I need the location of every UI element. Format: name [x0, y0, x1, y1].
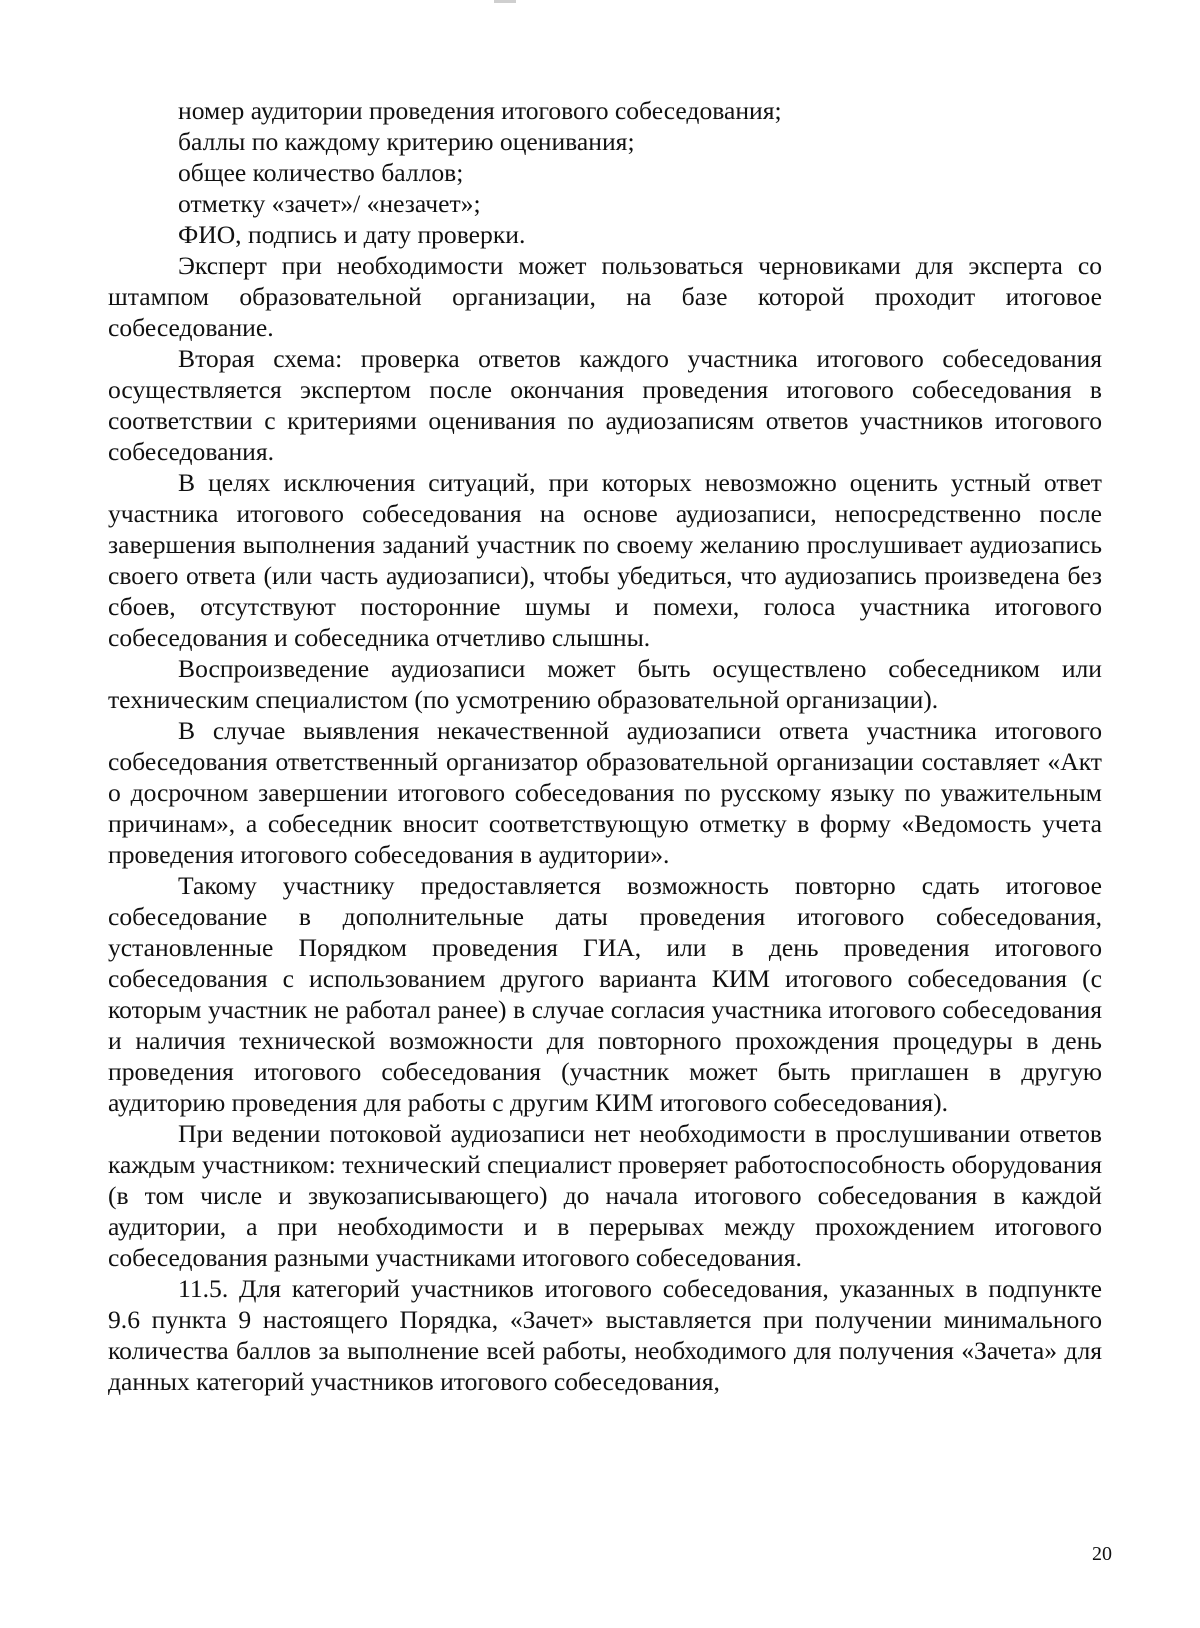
list-item: отметку «зачет»/ «незачет»; — [178, 189, 481, 218]
paragraph-audio-check: В целях исключения ситуаций, при которых невозможно оценить устный ответ участника итогового собеседования на основе аудиозаписи, непосредственно после завершения выполнения заданий участник по своему желанию прослушивает аудиозапись своего ответа (или часть аудиозаписи), чтобы убедиться, что аудиозапись произведена без сбоев, отсутствуют посторонние шумы и помехи, голоса участника итогового собеседования и собеседника отчетливо слышны. — [108, 468, 1102, 652]
scan-mark — [494, 0, 516, 3]
list-item: ФИО, подпись и дату проверки. — [178, 220, 526, 249]
paragraph-section-11-5: 11.5. Для категорий участников итогового собеседования, указанных в подпункте 9.6 пункта 9 настоящего Порядка, «Зачет» выставляется при получении минимального количества баллов за выполнение всей работы, необходимого для получения «Зачета» для данных категорий участников итогового собеседования, — [108, 1274, 1102, 1396]
list-item: общее количество баллов; — [178, 158, 464, 187]
list-item: номер аудитории проведения итогового собеседования; — [178, 96, 782, 125]
paragraph-expert-drafts: Эксперт при необходимости может пользоваться черновиками для эксперта со штампом образовательной организации, на базе которой проходит итоговое собеседование. — [108, 251, 1102, 342]
paragraph-playback: Воспроизведение аудиозаписи может быть осуществлено собеседником или техническим специалистом (по усмотрению образовательной организации). — [108, 654, 1102, 714]
checklist — [108, 95, 1102, 250]
paragraph-retake: Такому участнику предоставляется возможность повторно сдать итоговое собеседование в дополнительные даты проведения итогового собеседования, установленные Порядком проведения ГИА, или в день проведения итогового собеседования с использованием другого варианта КИМ итогового собеседования (с которым участник не работал ранее) в случае согласия участника итогового собеседования и наличия технической возможности для повторного прохождения процедуры в день проведения итогового собеседования (участник может быть приглашен в другую аудиторию проведения для работы с другим КИМ итогового собеседования). — [108, 871, 1102, 1117]
list-item: баллы по каждому критерию оценивания; — [178, 127, 635, 156]
paragraph-streaming: При ведении потоковой аудиозаписи нет необходимости в прослушивании ответов каждым участником: технический специалист проверяет работоспособность оборудования (в том числе и звукозаписывающего) до начала итогового собеседования в каждой аудитории, а при необходимости и в перерывах между прохождением итогового собеседования разными участниками итогового собеседования. — [108, 1119, 1102, 1272]
page-number: 20 — [1092, 1543, 1112, 1565]
paragraph-poor-recording: В случае выявления некачественной аудиозаписи ответа участника итогового собеседования ответственный организатор образовательной организации составляет «Акт о досрочном завершении итогового собеседования по русскому языку по уважительным причинам», а собеседник вносит соответствующую отметку в форму «Ведомость учета проведения итогового собеседования в аудитории». — [108, 716, 1102, 869]
document-body — [108, 95, 1102, 1397]
paragraph-second-scheme: Вторая схема: проверка ответов каждого участника итогового собеседования осуществляется экспертом после окончания проведения итогового собеседования в соответствии с критериями оценивания по аудиозаписям ответов участников итогового собеседования. — [108, 344, 1102, 466]
